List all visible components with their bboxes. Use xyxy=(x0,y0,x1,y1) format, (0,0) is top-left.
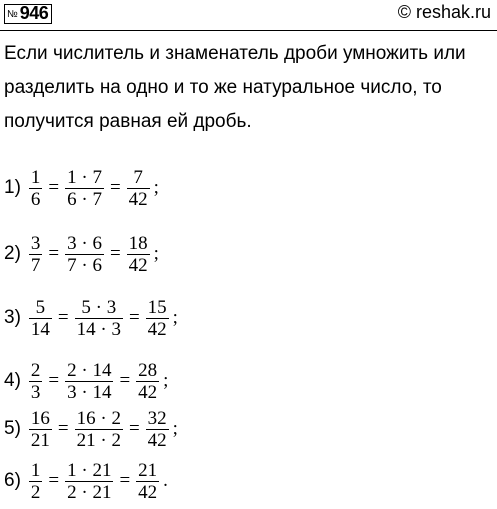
fraction-expanded xyxy=(75,408,123,451)
rule-line-3: получится равная ей дробь. xyxy=(4,111,252,132)
rule-text xyxy=(4,37,494,139)
equation-end: ; xyxy=(172,418,178,439)
equation-end: ; xyxy=(153,243,159,264)
rule-line-1: Если числитель и знаменатель дроби умножить или xyxy=(4,43,466,64)
numerator: 1 xyxy=(30,459,41,481)
numerator: 15 xyxy=(147,296,167,318)
denominator: 21 xyxy=(30,429,50,451)
denominator: 14 · 3 xyxy=(76,318,121,340)
numerator: 1 · 7 xyxy=(67,166,102,188)
equation-end: ; xyxy=(163,370,169,391)
equals-sign: = xyxy=(48,243,60,264)
denominator: 42 xyxy=(138,381,158,403)
fraction-original xyxy=(29,408,52,451)
number-sign: № xyxy=(7,9,18,20)
fraction-original xyxy=(29,360,43,403)
numerator: 21 xyxy=(138,459,158,481)
equation-index: 1) xyxy=(4,177,21,198)
numerator: 18 xyxy=(128,232,148,254)
denominator: 3 xyxy=(30,381,41,403)
fraction-original xyxy=(29,297,52,340)
denominator: 2 xyxy=(30,481,41,503)
numerator: 7 xyxy=(133,166,143,188)
fraction-result xyxy=(146,297,169,340)
denominator: 6 · 7 xyxy=(67,188,102,210)
denominator: 2 · 21 xyxy=(67,481,112,503)
denominator: 42 xyxy=(147,318,167,340)
denominator: 7 · 6 xyxy=(67,254,102,276)
equation-1 xyxy=(4,163,159,213)
fraction-original xyxy=(29,167,43,210)
denominator: 6 xyxy=(30,188,41,210)
header-divider xyxy=(0,30,497,31)
equation-6 xyxy=(4,456,168,506)
equation-index: 3) xyxy=(4,307,21,328)
fraction-expanded xyxy=(65,233,104,276)
exercise-number: 946 xyxy=(19,3,49,23)
fraction-result xyxy=(127,233,150,276)
denominator: 42 xyxy=(128,188,148,210)
denominator: 7 xyxy=(30,254,41,276)
numerator: 3 xyxy=(30,232,41,254)
numerator: 28 xyxy=(138,359,158,381)
numerator: 1 · 21 xyxy=(67,459,112,481)
fraction-expanded xyxy=(75,297,123,340)
equals-sign: = xyxy=(48,470,60,491)
fraction-original xyxy=(29,460,43,503)
numerator: 1 xyxy=(30,166,41,188)
fraction-original xyxy=(29,233,43,276)
equation-end: ; xyxy=(153,177,159,198)
numerator: 2 · 14 xyxy=(67,359,112,381)
fraction-expanded xyxy=(65,360,113,403)
denominator: 42 xyxy=(128,254,148,276)
denominator: 42 xyxy=(138,481,158,503)
equation-2 xyxy=(4,229,159,279)
equals-sign: = xyxy=(57,418,69,439)
numerator: 3 · 6 xyxy=(67,232,102,254)
equation-end: . xyxy=(163,470,168,491)
equals-sign: = xyxy=(109,177,121,198)
rule-line-2: разделить на одно и то же натуральное число, то xyxy=(4,77,442,98)
equals-sign: = xyxy=(109,243,121,264)
equation-index: 2) xyxy=(4,243,21,264)
equals-sign: = xyxy=(119,470,131,491)
equation-index: 4) xyxy=(4,370,21,391)
equation-end: ; xyxy=(172,307,178,328)
fraction-expanded xyxy=(65,167,104,210)
numerator: 5 · 3 xyxy=(81,296,117,318)
equals-sign: = xyxy=(57,307,69,328)
equation-5 xyxy=(4,404,178,454)
equals-sign: = xyxy=(119,370,131,391)
equation-index: 5) xyxy=(4,418,21,439)
fraction-expanded xyxy=(65,460,113,503)
equals-sign: = xyxy=(48,177,60,198)
denominator: 3 · 14 xyxy=(67,381,112,403)
numerator: 5 xyxy=(35,296,46,318)
fraction-result xyxy=(146,408,169,451)
site-watermark: © reshak.ru xyxy=(397,2,491,22)
fraction-result xyxy=(136,460,159,503)
equation-4 xyxy=(4,356,168,406)
equals-sign: = xyxy=(128,418,140,439)
numerator: 2 xyxy=(30,359,41,381)
numerator: 32 xyxy=(147,407,167,429)
equation-index: 6) xyxy=(4,470,21,491)
denominator: 42 xyxy=(147,429,167,451)
header xyxy=(0,0,497,30)
equals-sign: = xyxy=(128,307,140,328)
fraction-result xyxy=(127,167,150,210)
exercise-number-badge xyxy=(4,4,52,24)
numerator: 16 · 2 xyxy=(76,407,121,429)
denominator: 14 xyxy=(30,318,50,340)
equals-sign: = xyxy=(48,370,60,391)
numerator: 16 xyxy=(30,407,50,429)
equation-3 xyxy=(4,293,178,343)
fraction-result xyxy=(136,360,159,403)
denominator: 21 · 2 xyxy=(76,429,121,451)
